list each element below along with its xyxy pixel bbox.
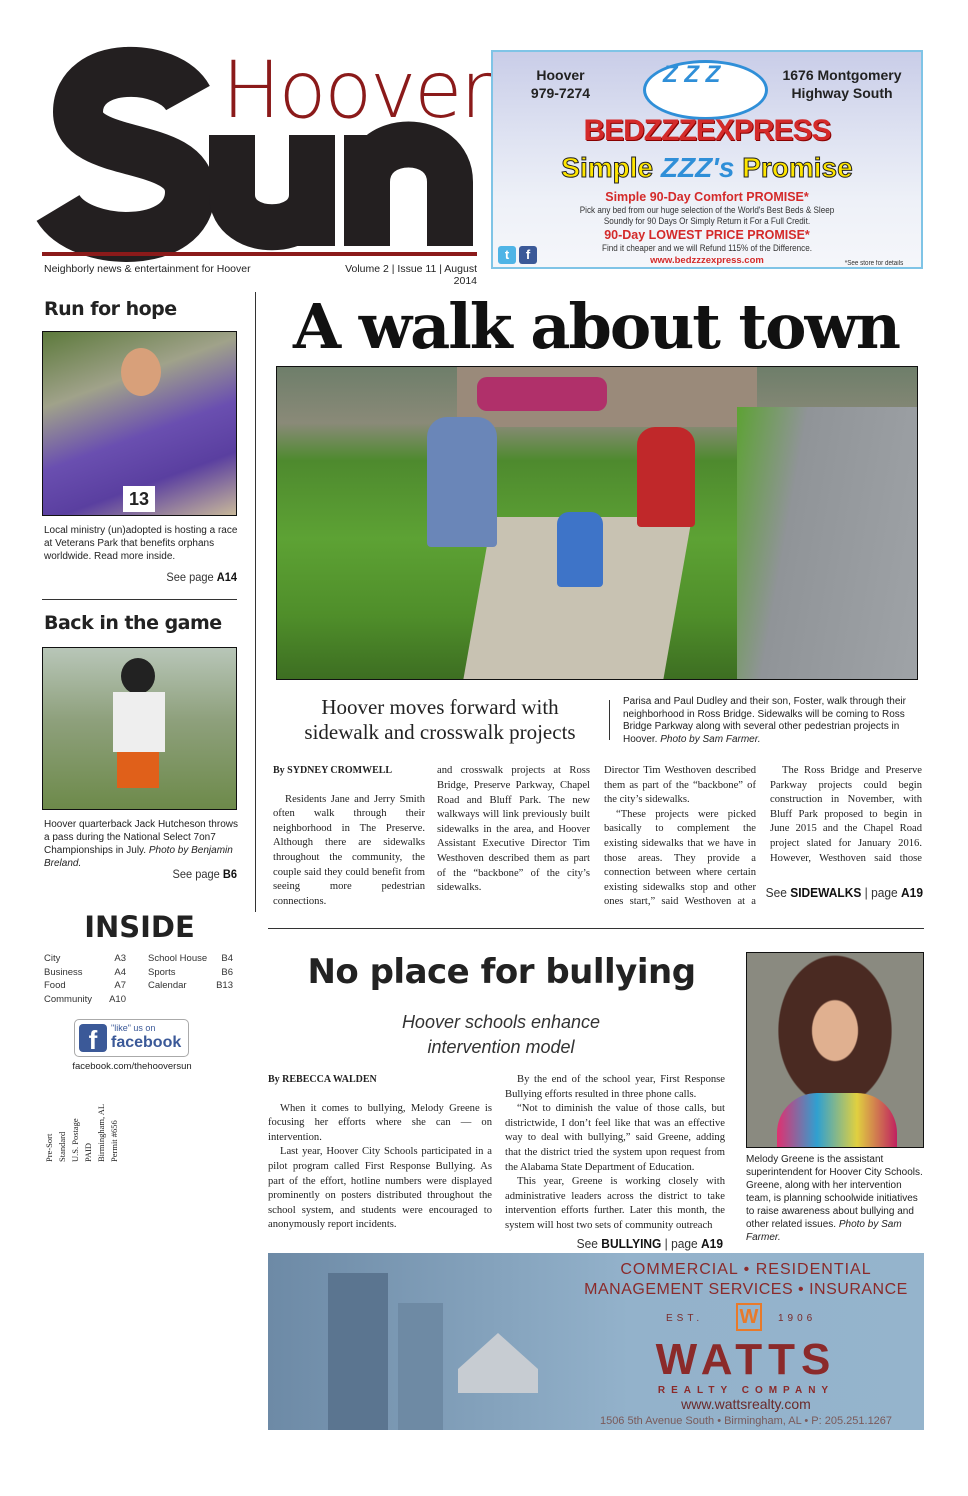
index-item[interactable]: Calendar B13: [148, 980, 233, 991]
paragraph: When it comes to bullying, Melody Greene is focusing her efforts where she can — on intervention.: [268, 1102, 492, 1143]
index-item[interactable]: City A3: [44, 953, 126, 964]
lead-subhead: Hoover moves forward with sidewalk and crosswalk projects: [304, 695, 576, 744]
tagline: Neighborly news & entertainment for Hoover: [44, 263, 251, 275]
see-bullying-jump[interactable]: See BULLYING | page A19: [576, 1236, 723, 1251]
index-item[interactable]: Sports B6: [148, 966, 233, 978]
column-divider: [255, 292, 256, 912]
ad-address: 1676 Montgomery Highway South: [782, 67, 902, 101]
lead-column-1: [273, 764, 425, 909]
father: [427, 417, 497, 547]
masthead-rule: [42, 252, 477, 256]
bullying-subhead: Hoover schools enhance intervention model: [401, 1012, 601, 1057]
watts-realty-ad[interactable]: [268, 1253, 924, 1430]
lead-column-3: Director Tim Westhoven described them as part of the “backbone” of the city’s sidewalks. “These projects were picked basically to complement the existing sidewalks that we have in those areas. They provide a connection between where certain existing sidewalks stop and other ones start,” said Westhoven at a: [604, 764, 756, 909]
watts-url[interactable]: www.wattsrealty.com: [681, 1396, 811, 1412]
paragraph: “Not to diminish the value of those calls, but districtwide, I don’t feel like that was an effective way to deal with bullying,” said Greene, adding that the district tried the system upon request from the Alabama State Department of Education.: [505, 1103, 725, 1173]
ad-offer1: Simple 90-Day Comfort PROMISE*: [605, 190, 809, 204]
indicia-line: Birmingham, AL: [96, 1103, 106, 1162]
issue-info: Volume 2 | Issue 11 | August 2014: [345, 263, 477, 287]
scarf: [777, 1093, 897, 1148]
masthead-hoover: Hoover: [222, 46, 491, 136]
pants: [117, 752, 159, 788]
twitter-icon[interactable]: t: [498, 246, 516, 264]
facebook-wordmark: facebook: [111, 1034, 182, 1051]
caption-bar: [609, 700, 610, 740]
bullying-byline: By REBECCA WALDEN: [268, 1074, 377, 1085]
see-page-a14[interactable]: See page A14: [166, 570, 237, 584]
runner-photo: [42, 331, 237, 516]
watts-brand: WATTS: [655, 1335, 837, 1384]
race-bib: 13: [123, 486, 155, 512]
helmet: [121, 658, 155, 694]
jersey: [113, 692, 165, 752]
facebook-icon[interactable]: f: [519, 246, 537, 264]
paragraph: Residents Jane and Jerry Smith often walk through their neighborhood in The Preserve. Although there are sidewalks throughout the community, the couple said they could benefit from seeing more pedestrian connections.: [273, 793, 425, 907]
ad-offer1-text2: Soundly for 90 Days Or Simply Return it For a Full Credit.: [603, 216, 811, 226]
inside-heading: INSIDE: [84, 910, 195, 944]
watts-est: EST.: [666, 1313, 704, 1324]
quarterback-photo: [42, 647, 237, 810]
indicia-line: Standard: [57, 1131, 67, 1162]
skyline-building: [328, 1273, 388, 1430]
inside-index-col2: [148, 952, 233, 993]
ad-offer2-text: Find it cheaper and we will Refund 115% of the Difference.: [602, 243, 812, 253]
lead-photo-caption: Parisa and Paul Dudley and their son, Foster, walk through their neighborhood in Ross Bridge. Sidewalks will be coming to Ross Bridge Parkway along with several other pedestrian projects in Hoover. Photo by Sam Farmer.: [623, 696, 906, 745]
paragraph: This year, Greene is working closely with administrative leaders across the district to take intervention efforts further. Later this month, the system will host two sets of community outreach: [505, 1176, 725, 1231]
ad-promise: Simple ZZZ's Promise: [561, 152, 853, 183]
paragraph: “These projects were picked basically to complement the existing sidewalks that we have in those areas. They provide a connection between where certain existing sidewalks stop and other ones start,” said Westhoven at a: [604, 808, 756, 908]
lead-column-4: [770, 764, 922, 867]
logo-letter-n: [367, 135, 450, 246]
ad-location: Hoover 979-7274: [530, 67, 591, 101]
watts-address: 1506 5th Avenue South • Birmingham, AL • P: 205.251.1267: [599, 1415, 893, 1427]
bullying-column-1: [268, 1073, 492, 1233]
section-divider: [268, 928, 924, 929]
ad-fine-print: *See store for details: [844, 260, 904, 267]
bedz-express-ad[interactable]: [491, 50, 923, 269]
indicia-line: Pre-Sort: [44, 1133, 54, 1162]
bullying-headline[interactable]: No place for bullying: [307, 952, 696, 992]
paragraph: By the end of the school year, First Response Bullying efforts resulted in three phone calls.: [505, 1074, 725, 1100]
inside-index-col1: [44, 952, 126, 1006]
see-sidewalks-jump[interactable]: See SIDEWALKS | page A19: [765, 885, 923, 900]
story-title-back-in-the-game[interactable]: Back in the game: [44, 612, 222, 634]
index-item[interactable]: Business A4: [44, 966, 126, 978]
runner-face: [121, 348, 161, 396]
paragraph: The Ross Bridge and Preserve Parkway projects could begin construction in November, with Bluff Park proposed to begin in June 2015 and the Chapel Road project slated for January 2016. However, Westhoven said those: [770, 765, 922, 864]
son: [557, 512, 603, 587]
index-item[interactable]: School House B4: [148, 953, 233, 964]
lead-photo: [276, 366, 918, 680]
watts-company: REALTY COMPANY: [657, 1385, 835, 1396]
postage-indicia: [44, 1100, 124, 1162]
bullying-column-2: [505, 1073, 725, 1234]
facebook-like-badge[interactable]: [74, 1019, 189, 1057]
facebook-logo-icon: f: [79, 1024, 107, 1052]
watts-line2: MANAGEMENT SERVICES • INSURANCE: [584, 1281, 908, 1298]
ad-zzz: Z Z Z: [663, 61, 721, 88]
ad-url[interactable]: www.bedzzzexpress.com: [650, 255, 764, 266]
facebook-url[interactable]: facebook.com/thehooversun: [72, 1061, 192, 1072]
paragraph: and crosswalk projects at Ross Bridge, Preserve Parkway, Chapel Road and Bluff Park. The new walkways will link previously built sidewalks in the area, and Hoover Assistant Executive Director Tim Westhoven described them as part of the “backbone” of the city’s sidewalks.: [437, 765, 590, 894]
logo-letter-u: [232, 135, 312, 246]
story-title-run-for-hope[interactable]: Run for hope: [44, 298, 177, 320]
run-caption: Local ministry (un)adopted is hosting a race at Veterans Park that benefits orphans worldwide. Read more inside.: [44, 525, 238, 562]
index-item[interactable]: Food A7: [44, 980, 126, 991]
watts-logo-icon: W: [736, 1303, 762, 1331]
car: [477, 377, 607, 411]
see-page-b6[interactable]: See page B6: [172, 867, 237, 881]
skyline-building: [398, 1303, 443, 1430]
lead-byline: By SYDNEY CROMWELL: [273, 765, 393, 776]
paragraph: Last year, Hoover City Schools participated in a pilot program called First Response Bullying. As part of the effort, hotline numbers were displayed prominently on posters distributed throughout the school system, and students were encouraged to anonymously report incidents.: [268, 1146, 492, 1231]
indicia-line: U.S. Postage: [70, 1118, 80, 1162]
mother: [637, 427, 695, 527]
index-item[interactable]: Community A10: [44, 993, 126, 1005]
lead-headline[interactable]: A walk about town: [293, 290, 899, 363]
ad-offer1-text: Pick any bed from our huge selection of the World's Best Beds & Sleep: [579, 205, 835, 215]
watts-line1: COMMERCIAL • RESIDENTIAL: [620, 1261, 872, 1278]
lead-column-2: [437, 764, 590, 909]
melody-greene-photo: [746, 952, 924, 1148]
indicia-line: Permit #656: [109, 1120, 119, 1162]
quarterback-caption: Hoover quarterback Jack Hutcheson throws a pass during the National Select 7on7 Championships in July. Photo by Benjamin Breland.: [44, 819, 238, 869]
house-roof: [458, 1333, 538, 1393]
like-text: "like" us on: [111, 1023, 156, 1033]
ad-offer2: 90-Day LOWEST PRICE PROMISE*: [604, 228, 810, 242]
logo-letter-s: [58, 72, 190, 237]
greene-caption: Melody Greene is the assistant superintendent for Hoover City Schools. Greene, along with her intervention team, is planning schoolwide initiatives to raise awareness about bullying and other related issues. Photo by Sam Farmer.: [746, 1154, 923, 1243]
indicia-line: PAID: [83, 1142, 93, 1162]
street: [737, 407, 918, 680]
divider: [42, 599, 237, 600]
watts-year: 1906: [778, 1313, 817, 1324]
ad-brand: BEDZZZEXPRESS: [583, 114, 831, 147]
